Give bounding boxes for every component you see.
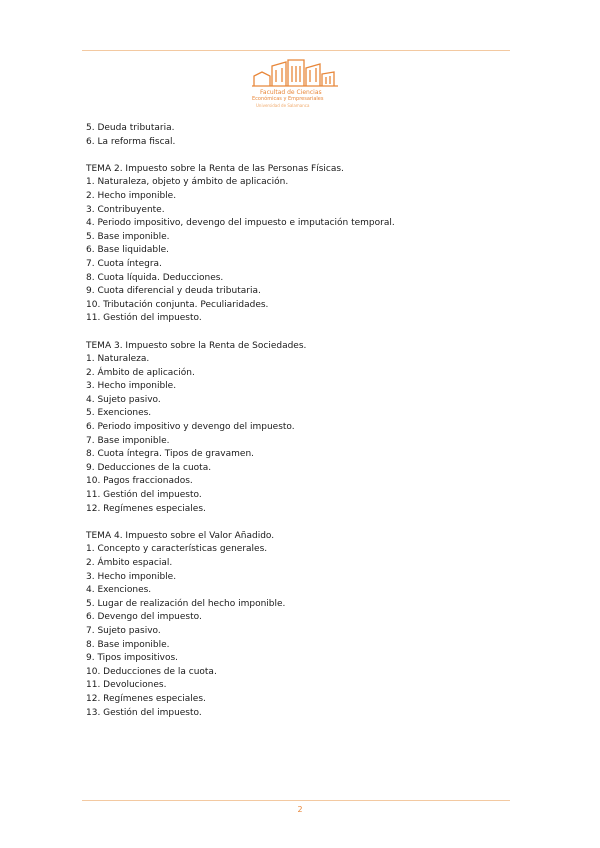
list-item: 13. Gestión del impuesto. (86, 707, 202, 718)
list-item: 6. Base liquidable. (86, 245, 169, 256)
list-item: 9. Tipos impositivos. (86, 653, 179, 664)
list-item: 4. Periodo impositivo, devengo del impuesto e imputación temporal. (86, 218, 395, 229)
list-item: 5. Lugar de realización del hecho imponible. (86, 598, 286, 609)
list-item: 2. Ámbito espacial. (86, 558, 173, 568)
tema-4-block (86, 530, 516, 720)
list-item: 7. Sujeto pasivo. (86, 625, 161, 636)
list-item: 3. Contribuyente. (86, 204, 165, 215)
list-item: 1. Naturaleza, objeto y ámbito de aplicación. (86, 177, 289, 188)
faculty-logo (250, 58, 342, 112)
tema-3-title: TEMA 3. Impuesto sobre la Renta de Sociedades. (86, 340, 307, 351)
list-item: 4. Exenciones. (86, 585, 152, 596)
list-item: 2. Hecho imponible. (86, 190, 177, 201)
list-item: 1. Naturaleza. (86, 354, 150, 365)
list-item: 10. Pagos fraccionados. (86, 476, 193, 487)
syllabus-content (86, 122, 516, 734)
list-item: 11. Gestión del impuesto. (86, 313, 202, 324)
intro-block (86, 122, 516, 149)
tema-2-block (86, 163, 516, 326)
logo-line-3: Universidad de Salamanca (256, 103, 310, 108)
list-item: 11. Devoluciones. (86, 680, 167, 691)
tema-4-title: TEMA 4. Impuesto sobre el Valor Añadido. (86, 530, 275, 541)
list-item: 9. Deducciones de la cuota. (86, 462, 212, 473)
tema-3-block (86, 340, 516, 517)
list-item: 6. Devengo del impuesto. (86, 612, 202, 623)
page-number: 2 (297, 805, 303, 814)
list-item: 7. Cuota íntegra. (86, 258, 162, 269)
list-item: 3. Hecho imponible. (86, 571, 177, 582)
list-item: 8. Cuota íntegra. Tipos de gravamen. (86, 449, 255, 460)
logo-line-1: Facultad de Ciencias (260, 89, 322, 96)
list-item: 7. Base imponible. (86, 435, 170, 446)
list-item: 2. Ámbito de aplicación. (86, 367, 195, 378)
logo-line-2: Económicas y Empresariales (252, 96, 324, 102)
list-item: 6. Periodo impositivo y devengo del impuesto. (86, 422, 295, 433)
list-item: 6. La reforma fiscal. (86, 136, 176, 147)
list-item: 5. Deuda tributaria. (86, 123, 175, 133)
list-item: 12. Regímenes especiales. (86, 503, 206, 514)
list-item: 9. Cuota diferencial y deuda tributaria. (86, 286, 261, 297)
list-item: 5. Exenciones. (86, 408, 152, 419)
header-rule (82, 50, 510, 51)
list-item: 8. Cuota líquida. Deducciones. (86, 272, 224, 283)
list-item: 12. Regímenes especiales. (86, 693, 206, 704)
tema-2-title: TEMA 2. Impuesto sobre la Renta de las Personas Físicas. (86, 163, 344, 174)
list-item: 10. Deducciones de la cuota. (86, 666, 217, 677)
list-item: 4. Sujeto pasivo. (86, 394, 161, 405)
footer-rule (82, 800, 510, 801)
list-item: 3. Hecho imponible. (86, 381, 177, 392)
list-item: 11. Gestión del impuesto. (86, 490, 202, 501)
list-item: 5. Base imponible. (86, 231, 170, 242)
building-icon (250, 58, 342, 90)
list-item: 10. Tributación conjunta. Peculiaridades. (86, 299, 269, 310)
list-item: 8. Base imponible. (86, 639, 170, 650)
list-item: 1. Concepto y características generales. (86, 544, 268, 555)
